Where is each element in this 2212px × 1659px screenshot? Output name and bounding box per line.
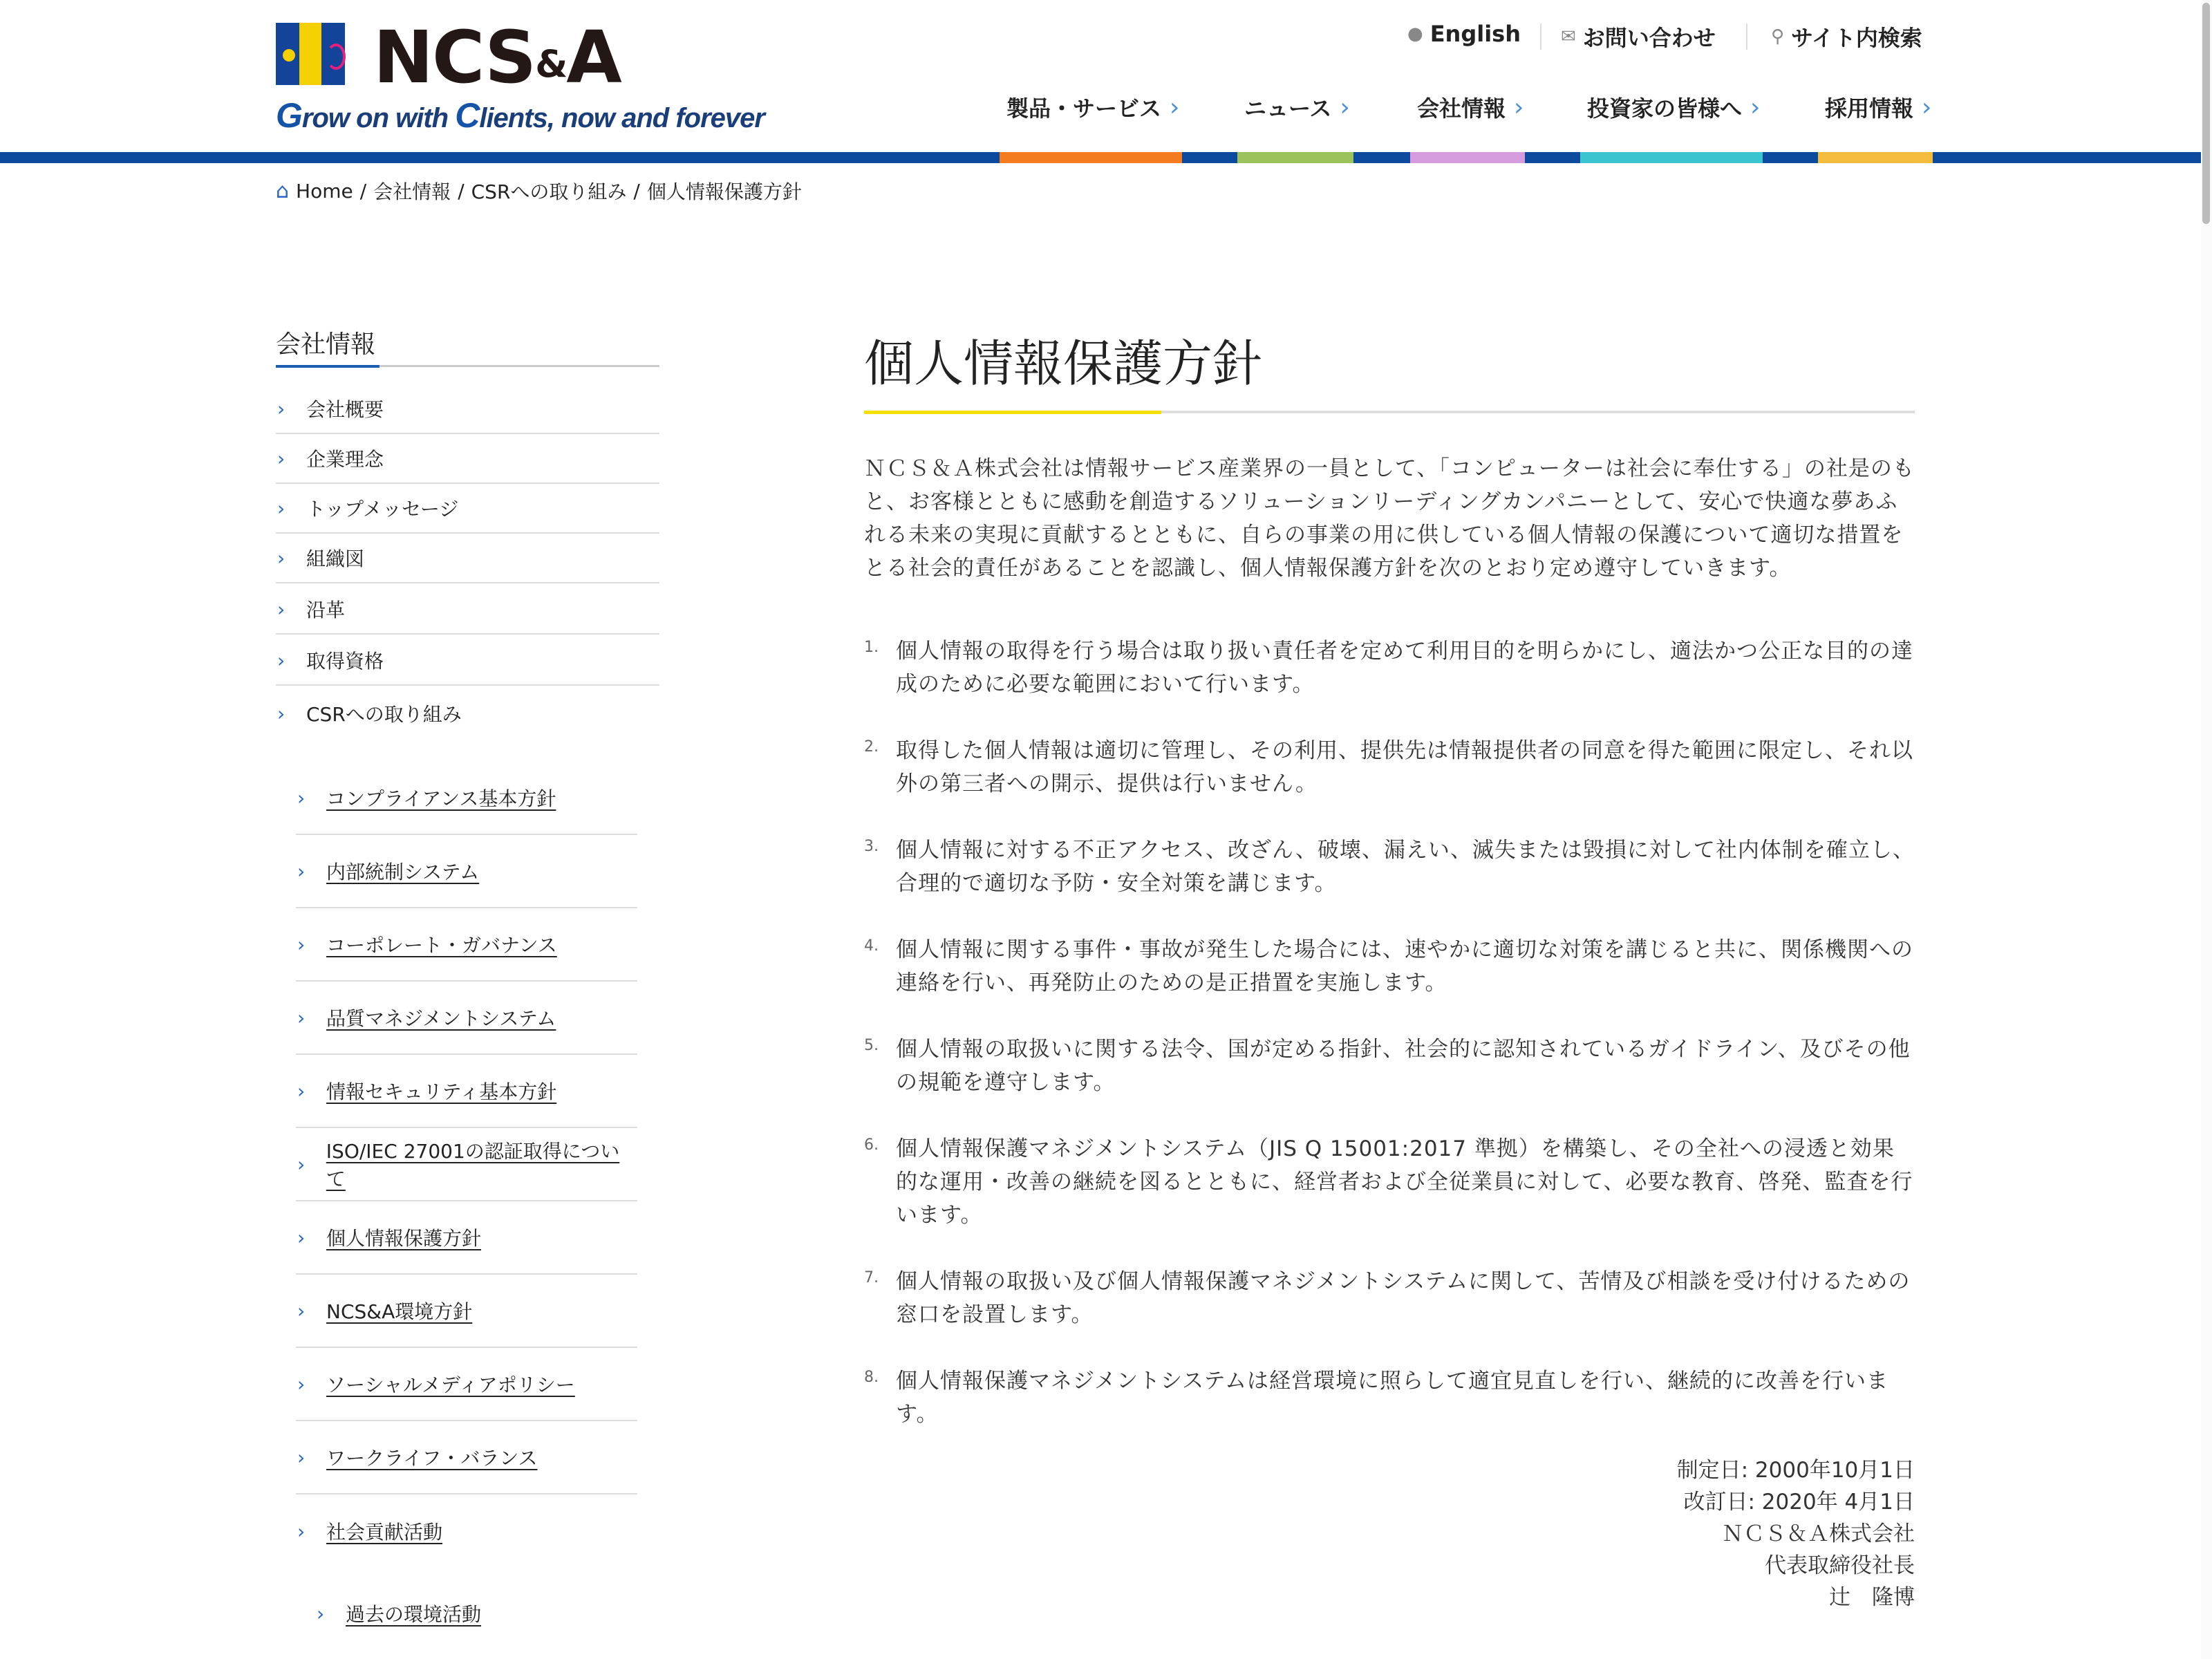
- sidebar-sub-social-contribution[interactable]: › 社会貢献活動: [297, 1519, 443, 1544]
- intro-paragraph: ＮＣＳ＆Ａ株式会社は情報サービス産業界の一員として、「コンピューターは社会に奉仕する」の社是のもと、お客様とともに感動を創造するソリューションリーディングカンパニーとして、安心で快適な夢あふれる未来の実現に貢献するとともに、自らの事業の用に供している個人情報の保護について適切な措置をとる社会的責任があることを認識し、個人情報保護方針を次のとおり定め遵守していきます。: [864, 456, 1915, 581]
- site-search-link[interactable]: ⚲ サイト内検索: [1771, 25, 1922, 51]
- policy-item: 7. 個人情報の取扱い及び個人情報保護マネジメントシステムに関して、苦情及び相談を受け付けるための窓口を設置します。: [864, 1269, 1911, 1327]
- logo-mark-icon[interactable]: [276, 23, 345, 85]
- chevron-right-icon: ›: [317, 1602, 325, 1625]
- revised-date: 改訂日: 2020年 4月1日: [1683, 1490, 1915, 1515]
- sidebar-item-certifications[interactable]: › 取得資格: [276, 636, 659, 686]
- nav-investors[interactable]: 投資家の皆様へ ›: [1587, 93, 1761, 122]
- sidebar-sub-internal-control[interactable]: › 内部統制システム: [296, 835, 637, 908]
- chevron-right-icon: ›: [1340, 93, 1350, 122]
- chevron-right-icon: ›: [1922, 93, 1932, 122]
- chevron-right-icon: ›: [1170, 93, 1180, 122]
- sidebar-item-csr[interactable]: › CSRへの取り組み: [277, 702, 462, 726]
- english-link[interactable]: ● English: [1407, 21, 1521, 47]
- chevron-right-icon: ›: [277, 648, 285, 672]
- established-date: 制定日: 2000年10月1日: [1676, 1458, 1915, 1483]
- sidebar-item-history[interactable]: › 沿革: [276, 585, 659, 635]
- sidebar-title: 会社情報: [276, 330, 376, 359]
- breadcrumb-company[interactable]: 会社情報: [373, 180, 451, 203]
- sidebar-item-overview[interactable]: › 会社概要: [276, 384, 659, 434]
- sidebar-item-philosophy[interactable]: › 企業理念: [276, 434, 659, 484]
- chevron-right-icon: ›: [297, 932, 306, 956]
- mail-icon: ✉: [1561, 26, 1576, 47]
- sidebar-sub-iso27001[interactable]: › ISO/IEC 27001の認証取得について: [296, 1128, 637, 1201]
- speech-bubble-icon: ●: [1407, 24, 1423, 44]
- chevron-right-icon: ›: [297, 1226, 306, 1249]
- policy-item: 5. 個人情報の取扱いに関する法令、国が定める指針、社会的に認知されているガイドライン、及びその他の規範を遵守します。: [864, 1037, 1911, 1095]
- sidebar-sub-governance[interactable]: › コーポレート・ガバナンス: [296, 908, 637, 982]
- chevron-right-icon: ›: [297, 1079, 306, 1103]
- breadcrumb: ⌂ Home / 会社情報 / CSRへの取り組み / 個人情報保護方針: [276, 177, 802, 205]
- chevron-right-icon: ›: [297, 859, 306, 883]
- scrollbar-thumb[interactable]: [2202, 3, 2210, 224]
- chevron-right-icon: ›: [277, 397, 285, 420]
- sidebar-sub-infosec[interactable]: › 情報セキュリティ基本方針: [296, 1055, 637, 1128]
- sidebar-sub-compliance[interactable]: › コンプライアンス基本方針: [296, 762, 637, 835]
- breadcrumb-csr[interactable]: CSRへの取り組み: [471, 180, 627, 203]
- nav-company-underline: [1410, 152, 1525, 163]
- chevron-right-icon: ›: [297, 786, 306, 809]
- sidebar-sub-quality[interactable]: › 品質マネジメントシステム: [296, 982, 637, 1055]
- sidebar-sub-environment[interactable]: › NCS&A環境方針: [296, 1275, 637, 1348]
- ceo-name: 辻 隆博: [1829, 1585, 1915, 1610]
- sidebar-subsub-past-env[interactable]: › 過去の環境活動: [317, 1602, 482, 1626]
- policy-item: 4. 個人情報に関する事件・事故が発生した場合には、速やかに適切な対策を講じると共に、関係機関への連絡を行い、再発防止のための是正措置を実施します。: [864, 937, 1913, 995]
- contact-link[interactable]: ✉ お問い合わせ: [1561, 25, 1716, 51]
- nav-recruit[interactable]: 採用情報 ›: [1825, 93, 1932, 122]
- chevron-right-icon: ›: [297, 1372, 306, 1396]
- company-name: ＮＣＳ＆Ａ株式会社: [1722, 1521, 1915, 1546]
- chevron-right-icon: ›: [277, 496, 285, 520]
- ceo-title: 代表取締役社長: [1765, 1553, 1915, 1578]
- nav-products-underline: [1000, 152, 1182, 163]
- home-icon: ⌂: [276, 178, 290, 203]
- chevron-right-icon: ›: [277, 447, 285, 470]
- sidebar-title-accent: [276, 365, 379, 368]
- chevron-right-icon: ›: [277, 546, 285, 570]
- chevron-right-icon: ›: [1514, 93, 1524, 122]
- nav-news[interactable]: ニュース ›: [1244, 93, 1350, 122]
- sidebar-sub-privacy[interactable]: › 個人情報保護方針: [296, 1201, 637, 1275]
- policy-item: 3. 個人情報に対する不正アクセス、改ざん、破壊、漏えい、滅失または毀損に対して社内体制を確立し、合理的で適切な予防・安全対策を講じます。: [864, 838, 1915, 896]
- nav-investors-underline: [1580, 152, 1763, 163]
- sidebar-sub-social-media[interactable]: › ソーシャルメディアポリシー: [296, 1348, 637, 1421]
- breadcrumb-home[interactable]: Home: [296, 179, 353, 203]
- nav-news-underline: [1237, 152, 1353, 163]
- policy-item: 1. 個人情報の取得を行う場合は取り扱い責任者を定めて利用目的を明らかにし、適法かつ公正な目的の達成のために必要な範囲において行います。: [864, 639, 1913, 697]
- nav-recruit-underline: [1818, 152, 1933, 163]
- sidebar-sub-work-life[interactable]: › ワークライフ・バランス: [296, 1421, 637, 1494]
- chevron-right-icon: ›: [277, 597, 285, 621]
- page-title: 個人情報保護方針: [864, 335, 1263, 393]
- policy-item: 2. 取得した個人情報は適切に管理し、その利用、提供先は情報提供者の同意を得た範囲に限定し、それ以外の第三者への開示、提供は行いません。: [864, 738, 1913, 796]
- chevron-right-icon: ›: [297, 1445, 306, 1469]
- chevron-right-icon: ›: [297, 1519, 306, 1543]
- chevron-right-icon: ›: [297, 1006, 306, 1029]
- search-icon: ⚲: [1771, 26, 1785, 47]
- sidebar-item-org-chart[interactable]: › 組織図: [276, 534, 659, 583]
- policy-item: 8. 個人情報保護マネジメントシステムは経営環境に照らして適宜見直しを行い、継続的に改善を行います。: [864, 1369, 1888, 1427]
- title-accent: [864, 411, 1161, 414]
- policy-item: 6. 個人情報保護マネジメントシステム（JIS Q 15001:2017 準拠）を構築し、その全社への浸透と効果的な運用・改善の継続を図るとともに、経営者および全従業員に対して、必要な教育、啓発、監査を行います。: [864, 1136, 1913, 1228]
- logo-wordmark[interactable]: NCS&A: [373, 15, 621, 100]
- tagline: Grow on with Clients, now and forever: [276, 96, 765, 135]
- nav-company[interactable]: 会社情報 ›: [1417, 93, 1524, 122]
- chevron-right-icon: ›: [277, 702, 285, 725]
- chevron-right-icon: ›: [297, 1152, 306, 1176]
- chevron-right-icon: ›: [297, 1299, 306, 1322]
- signature-block: [1541, 1454, 1915, 1613]
- breadcrumb-current: 個人情報保護方針: [646, 180, 802, 203]
- scrollbar-track[interactable]: [2201, 0, 2212, 1659]
- nav-products[interactable]: 製品・サービス ›: [1006, 93, 1180, 122]
- sidebar-item-top-message[interactable]: › トップメッセージ: [276, 484, 659, 534]
- chevron-right-icon: ›: [1750, 93, 1761, 122]
